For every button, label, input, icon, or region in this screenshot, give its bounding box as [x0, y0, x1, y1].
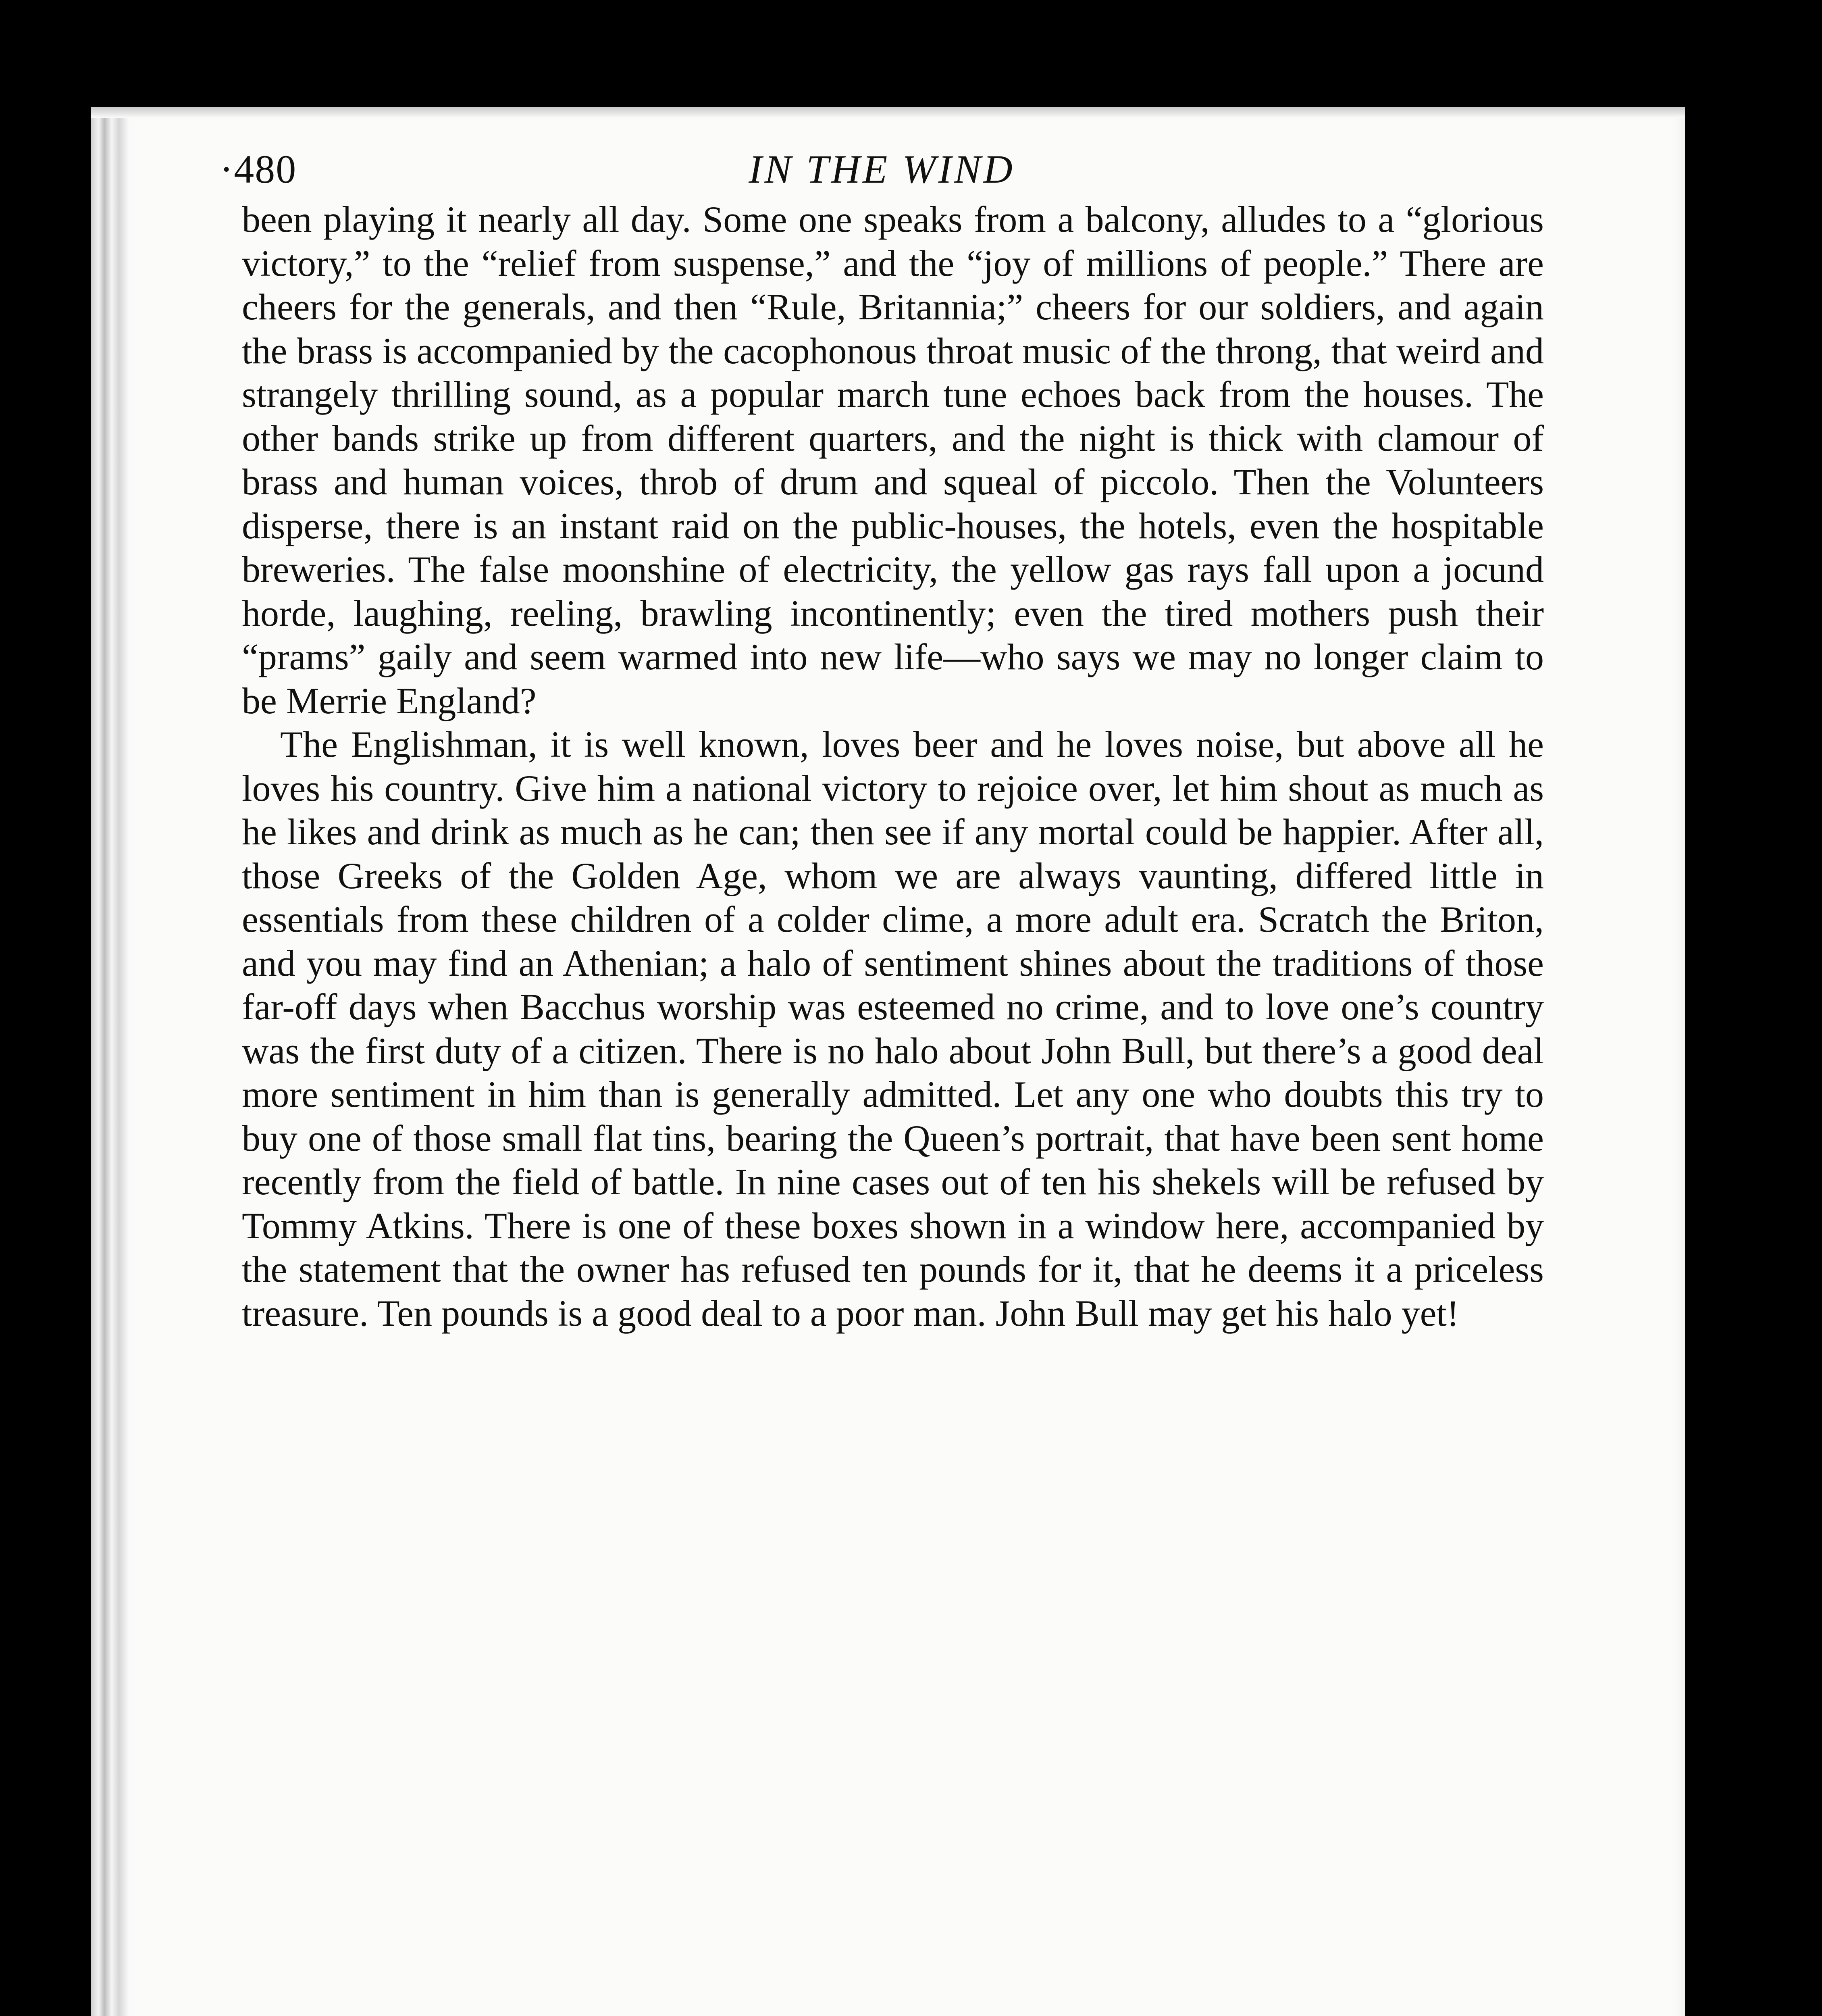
running-head: IN THE WIND [749, 147, 1015, 192]
page-number: ·480 [220, 147, 297, 192]
paragraph: been playing it nearly all day. Some one speaks from a balcony, alludes to a “glorious victory,” to the “relief from suspense,” and the “joy of millions of people.” There are cheers for the generals, and then “Rule, Britannia;” cheers for our soldiers, and again the brass is accompanied by the cacophonous throat music of the throng, that weird and strangely thrilling sound, as a popular march tune echoes back from the houses. The other bands strike up from different quarters, and the night is thick with clamour of brass and human voices, throb of drum and squeal of piccolo. Then the Volunteers disperse, there is an instant raid on the public-houses, the hotels, even the hospitable breweries. The false moonshine of electricity, the yellow gas rays fall upon a jocund horde, laughing, reeling, brawling incontinently; even the tired mothers push their “prams” gaily and seem warmed into new life—who says we may no longer claim to be Merrie England? [242, 199, 1544, 721]
paragraph: The Englishman, it is well known, loves beer and he loves noise, but above all he loves his country. Give him a national victory to rejoice over, let him shout as much as he likes and drink as much as he can; then see if any mortal could be happier. After all, those Greeks of the Golden Age, whom we are always vaunting, differed little in essentials from these children of a colder clime, a more adult era. Scratch the Briton, and you may find an Athenian; a halo of sentiment shines about the traditions of those far-off days when Bacchus worship was esteemed no crime, and to love one’s country was the first duty of a citizen. There is no halo about John Bull, but there’s a good deal more sentiment in him than is generally admitted. Let any one who doubts this try to buy one of those small flat tins, bearing the Queen’s portrait, that have been sent home recently from the field of battle. In nine cases out of ten his shekels will be refused by Tommy Atkins. There is one of these boxes shown in a window here, accompanied by the statement that the owner has refused ten pounds for it, that he deems it a priceless treasure. Ten pounds is a good deal to a poor man. John Bull may get his halo yet! [242, 724, 1544, 1334]
body-text [242, 198, 1544, 1335]
page-top-edge [91, 107, 1685, 118]
page-header [220, 139, 1544, 204]
page-gutter-edge [91, 107, 139, 2016]
